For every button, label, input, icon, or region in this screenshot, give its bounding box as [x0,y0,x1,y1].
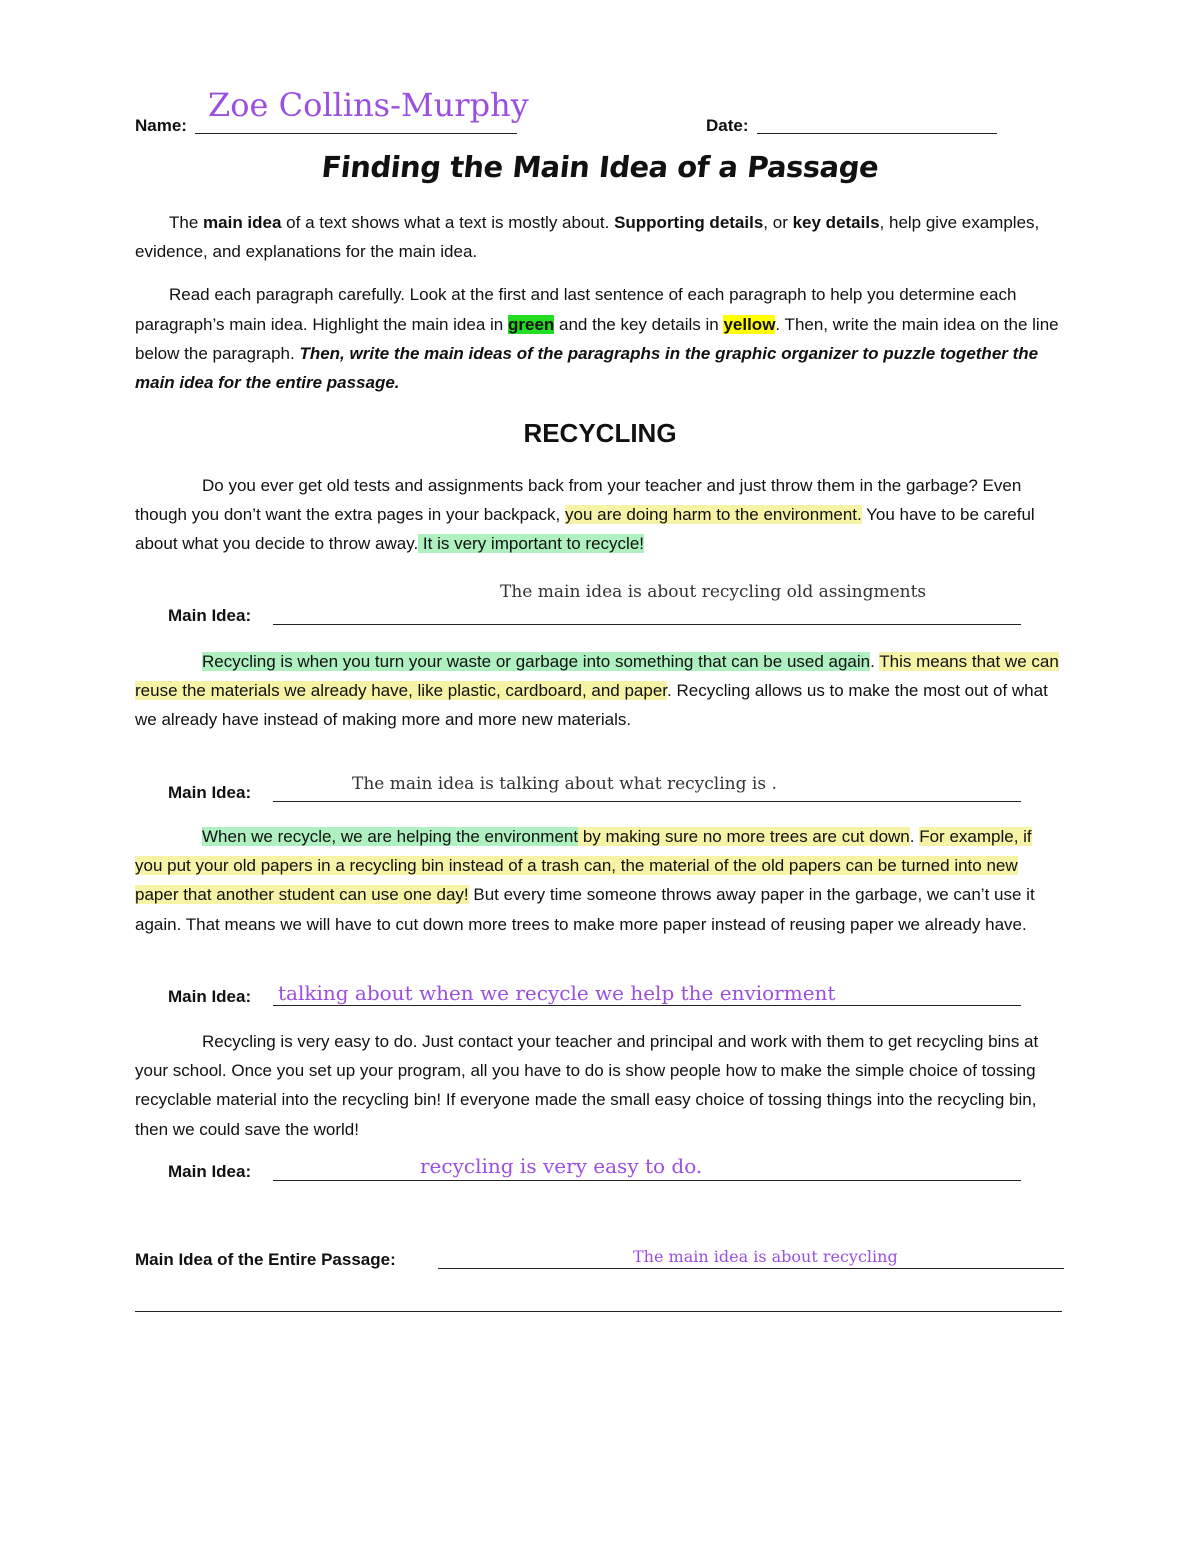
intro-section [135,208,1060,397]
answer-1[interactable]: The main idea is about recycling old assingments [500,582,927,602]
passage-paragraph-1: Do you ever get old tests and assignments back from your teacher and just throw them in the garbage? Even though you don’t want the extra pages in your backpack, you are doing harm to the environment. You have to be careful about what you decide to throw away. It is very important to recycle! [135,476,1035,554]
key-detail-highlight: For example, if you put your old papers in a recycling bin instead of a trash can, the material of the old papers can be turned into new paper that another student can use one day! [135,827,1032,905]
main-idea-label-2: Main Idea: [168,783,252,802]
answer-4[interactable]: recycling is very easy to do. [420,1154,703,1178]
key-detail-highlight: you are doing harm to the environment. [565,505,862,525]
main-idea-label-3: Main Idea: [168,987,252,1006]
yellow-highlight-word: yellow [723,314,776,334]
passage-paragraph-4: Recycling is very easy to do. Just contact your teacher and principal and work with them to get recycling bins at your school. Once you set up your program, all you have to do is show people how to make the simple choice of tossing recyclable material into the recycling bin! If everyone made the small easy choice of tossing things into the recycling bin, then we could save the world! [135,1032,1039,1139]
passage-title: RECYCLING [523,418,677,448]
passage-paragraph-2: Recycling is when you turn your waste or garbage into something that can be used again. This means that we can reuse the materials we already have, like plastic, cardboard, and paper. Recycling allows us to make the most out of what we already have instead of making more and more new materials. [135,652,1059,730]
main-idea-line-2[interactable] [273,801,1021,802]
date-line[interactable] [757,133,997,134]
main-idea-label-4: Main Idea: [168,1162,252,1181]
intro-paragraph-2: Read each paragraph carefully. Look at the first and last sentence of each paragraph to help you determine each paragraph’s main idea. Highlight the main idea in green and the key details in yellow. Then, write the main idea on the line below the paragraph. Then, write the main ideas of the paragraphs in the graphic organizer to puzzle together the main idea for the entire passage. [135,285,1059,393]
key-detail-highlight: This means that we can reuse the materials we already have, like plastic, cardboard, and paper [135,652,1059,701]
main-idea-highlight: Recycling is when you turn your waste or garbage into something that can be used again [202,652,871,671]
main-idea-label-1: Main Idea: [168,606,252,625]
entire-passage-line-1[interactable] [438,1268,1064,1269]
page-title: Finding the Main Idea of a Passage [319,150,881,184]
answer-3[interactable]: talking about when we recycle we help the enviorment [278,981,836,1005]
main-idea-line-3[interactable] [273,1005,1021,1006]
main-idea-line-4[interactable] [273,1180,1021,1181]
key-detail-highlight: by making sure no more trees are cut down [578,827,910,846]
entire-passage-line-2[interactable] [135,1311,1062,1312]
main-idea-line-1[interactable] [273,624,1021,625]
name-handwritten[interactable]: Zoe Collins-Murphy [208,86,529,124]
entire-passage-answer[interactable]: The main idea is about recycling [633,1247,898,1266]
main-idea-highlight: When we recycle, we are helping the environment [202,827,579,846]
date-label: Date: [706,116,749,135]
answer-2[interactable]: The main idea is talking about what recycling is . [352,774,777,794]
name-label: Name: [135,116,187,135]
intro-paragraph-1: The main idea of a text shows what a text is mostly about. Supporting details, or key details, help give examples, evidence, and explanations for the main idea. [135,213,1040,262]
passage-paragraph-3: When we recycle, we are helping the environment by making sure no more trees are cut down. For example, if you put your old papers in a recycling bin instead of a trash can, the material of the old papers can be turned into new paper that another student can use one day! But every time someone throws away paper in the garbage, we can’t use it again. That means we will have to cut down more trees to make more paper instead of reusing paper we already have. [135,827,1035,934]
green-highlight-word: green [507,314,555,334]
entire-passage-label: Main Idea of the Entire Passage: [135,1250,396,1269]
main-idea-highlight: It is very important to recycle! [418,534,644,554]
name-line [195,133,517,134]
